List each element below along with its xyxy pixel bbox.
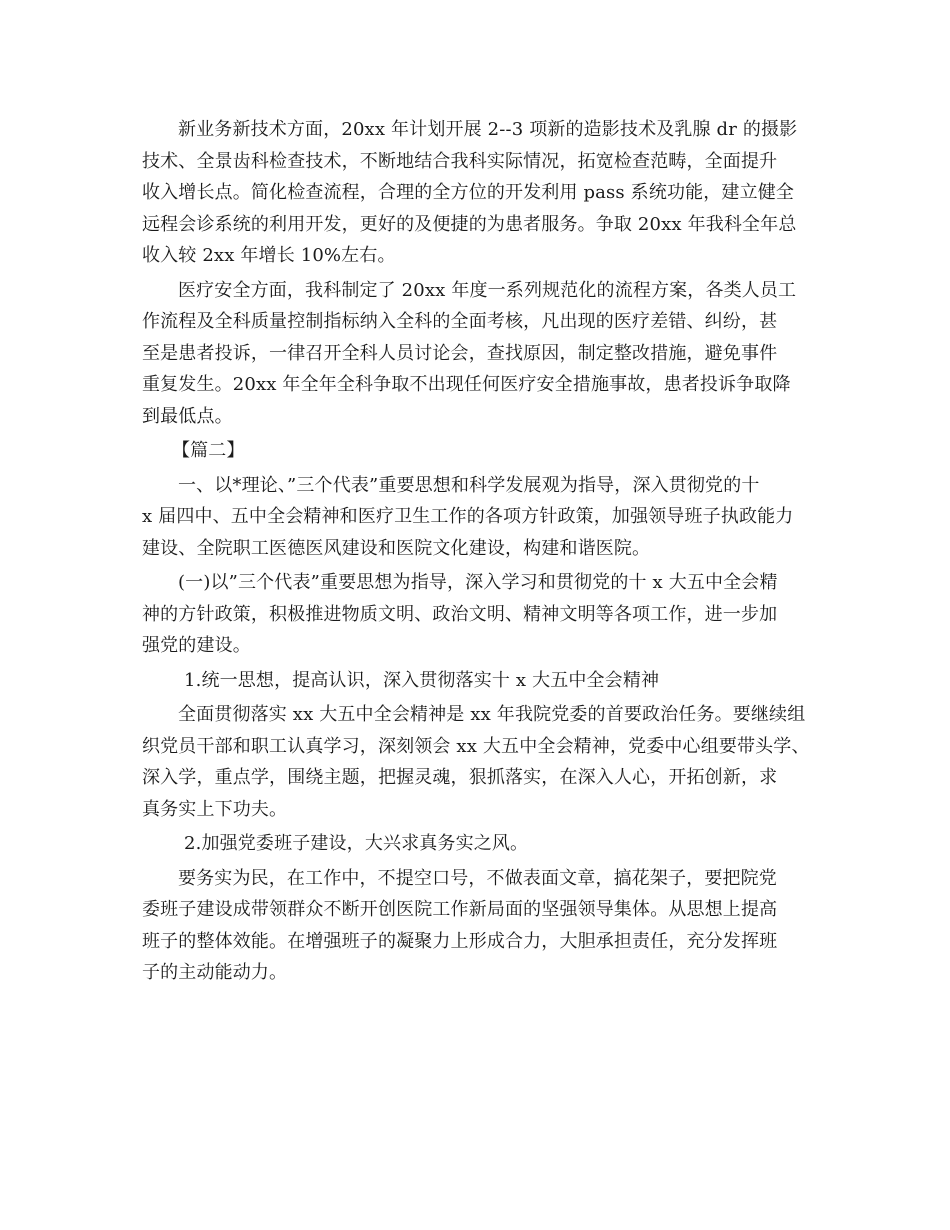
text-line: 医疗安全方面，我科制定了 20xx 年度一系列规范化的流程方案，各类人员工 — [178, 279, 797, 301]
text-line: 深入学，重点学，围绕主题，把握灵魂，狠抓落实，在深入人心，开拓创新，求 — [142, 767, 778, 788]
text-line: 至是患者投诉，一律召开全科人员讨论会，查找原因，制定整改措施，避免事件 — [142, 342, 778, 364]
text-line: 织党员干部和职工认真学习，深刻领会 xx 大五中全会精神，党委中心组要带头学、 — [142, 735, 810, 757]
text-line: 远程会诊系统的利用开发，更好的及便捷的为患者服务。争取 20xx 年我科全年总 — [142, 213, 797, 235]
text-line: 一、以*理论、”三个代表”重要思想和科学发展观为指导，深入贯彻党的十 — [178, 474, 760, 496]
text-line: 子的主动能动力。 — [142, 962, 288, 983]
text-line: 收入较 2xx 年增长 10%左右。 — [142, 245, 396, 266]
text-line: 全面贯彻落实 xx 大五中全会精神是 xx 年我院党委的首要政治任务。要继续组 — [178, 704, 806, 725]
text-line: 神的方针政策，积极推进物质文明、政治文明、精神文明等各项工作，进一步加 — [142, 603, 778, 625]
text-line: 委班子建设成带领群众不断开创医院工作新局面的坚强领导集体。从思想上提高 — [142, 899, 778, 920]
text-line: (一)以”三个代表”重要思想为指导，深入学习和贯彻党的十 x 大五中全会精 — [178, 572, 778, 593]
text-line: 班子的整体效能。在增强班子的凝聚力上形成合力，大胆承担责任，充分发挥班 — [142, 930, 778, 952]
paragraph-pragmatic-work — [142, 863, 812, 989]
text-line: 到最低点。 — [142, 405, 233, 427]
paragraph-new-technology — [142, 114, 812, 272]
section-title: 【篇二】 — [172, 440, 245, 461]
text-line: 强党的建设。 — [142, 635, 251, 656]
text-line: 真务实上下功夫。 — [142, 798, 288, 820]
text-line: x 届四中、五中全会精神和医疗卫生工作的各项方针政策，加强领导班子执政能力 — [142, 506, 794, 527]
paragraph-party-building — [142, 567, 812, 662]
paragraph-medical-safety — [142, 275, 812, 433]
subheading-text: 2.加强党委班子建设，大兴求真务实之风。 — [184, 833, 529, 854]
subheading-unify-thought — [142, 665, 812, 697]
text-line: 技术、全景齿科检查技术，不断地结合我科实际情况，拓宽检查范畴，全面提升 — [142, 150, 778, 172]
subheading-committee-building — [142, 828, 812, 860]
paragraph-guiding-principle — [142, 470, 812, 565]
text-line: 重复发生。20xx 年全年全科争取不出现任何医疗安全措施事故，患者投诉争取降 — [142, 374, 791, 395]
text-line: 新业务新技术方面，20xx 年计划开展 2--3 项新的造影技术及乳腺 dr 的摄影 — [178, 119, 798, 140]
text-line: 要务实为民，在工作中，不提空口号，不做表面文章，搞花架子，要把院党 — [178, 867, 777, 889]
text-line: 作流程及全科质量控制指标纳入全科的全面考核，凡出现的医疗差错、纠纷，甚 — [142, 311, 778, 332]
subheading-text: 1.统一思想，提高认识，深入贯彻落实十 x 大五中全会精神 — [184, 669, 660, 691]
text-line: 收入增长点。简化检查流程，合理的全方位的开发利用 pass 系统功能，建立健全 — [142, 182, 795, 203]
document-page — [142, 114, 812, 989]
paragraph-implementation — [142, 699, 812, 825]
section-heading-part-two — [142, 435, 812, 467]
text-line: 建设、全院职工医德医风建设和医院文化建设，构建和谐医院。 — [142, 537, 651, 559]
